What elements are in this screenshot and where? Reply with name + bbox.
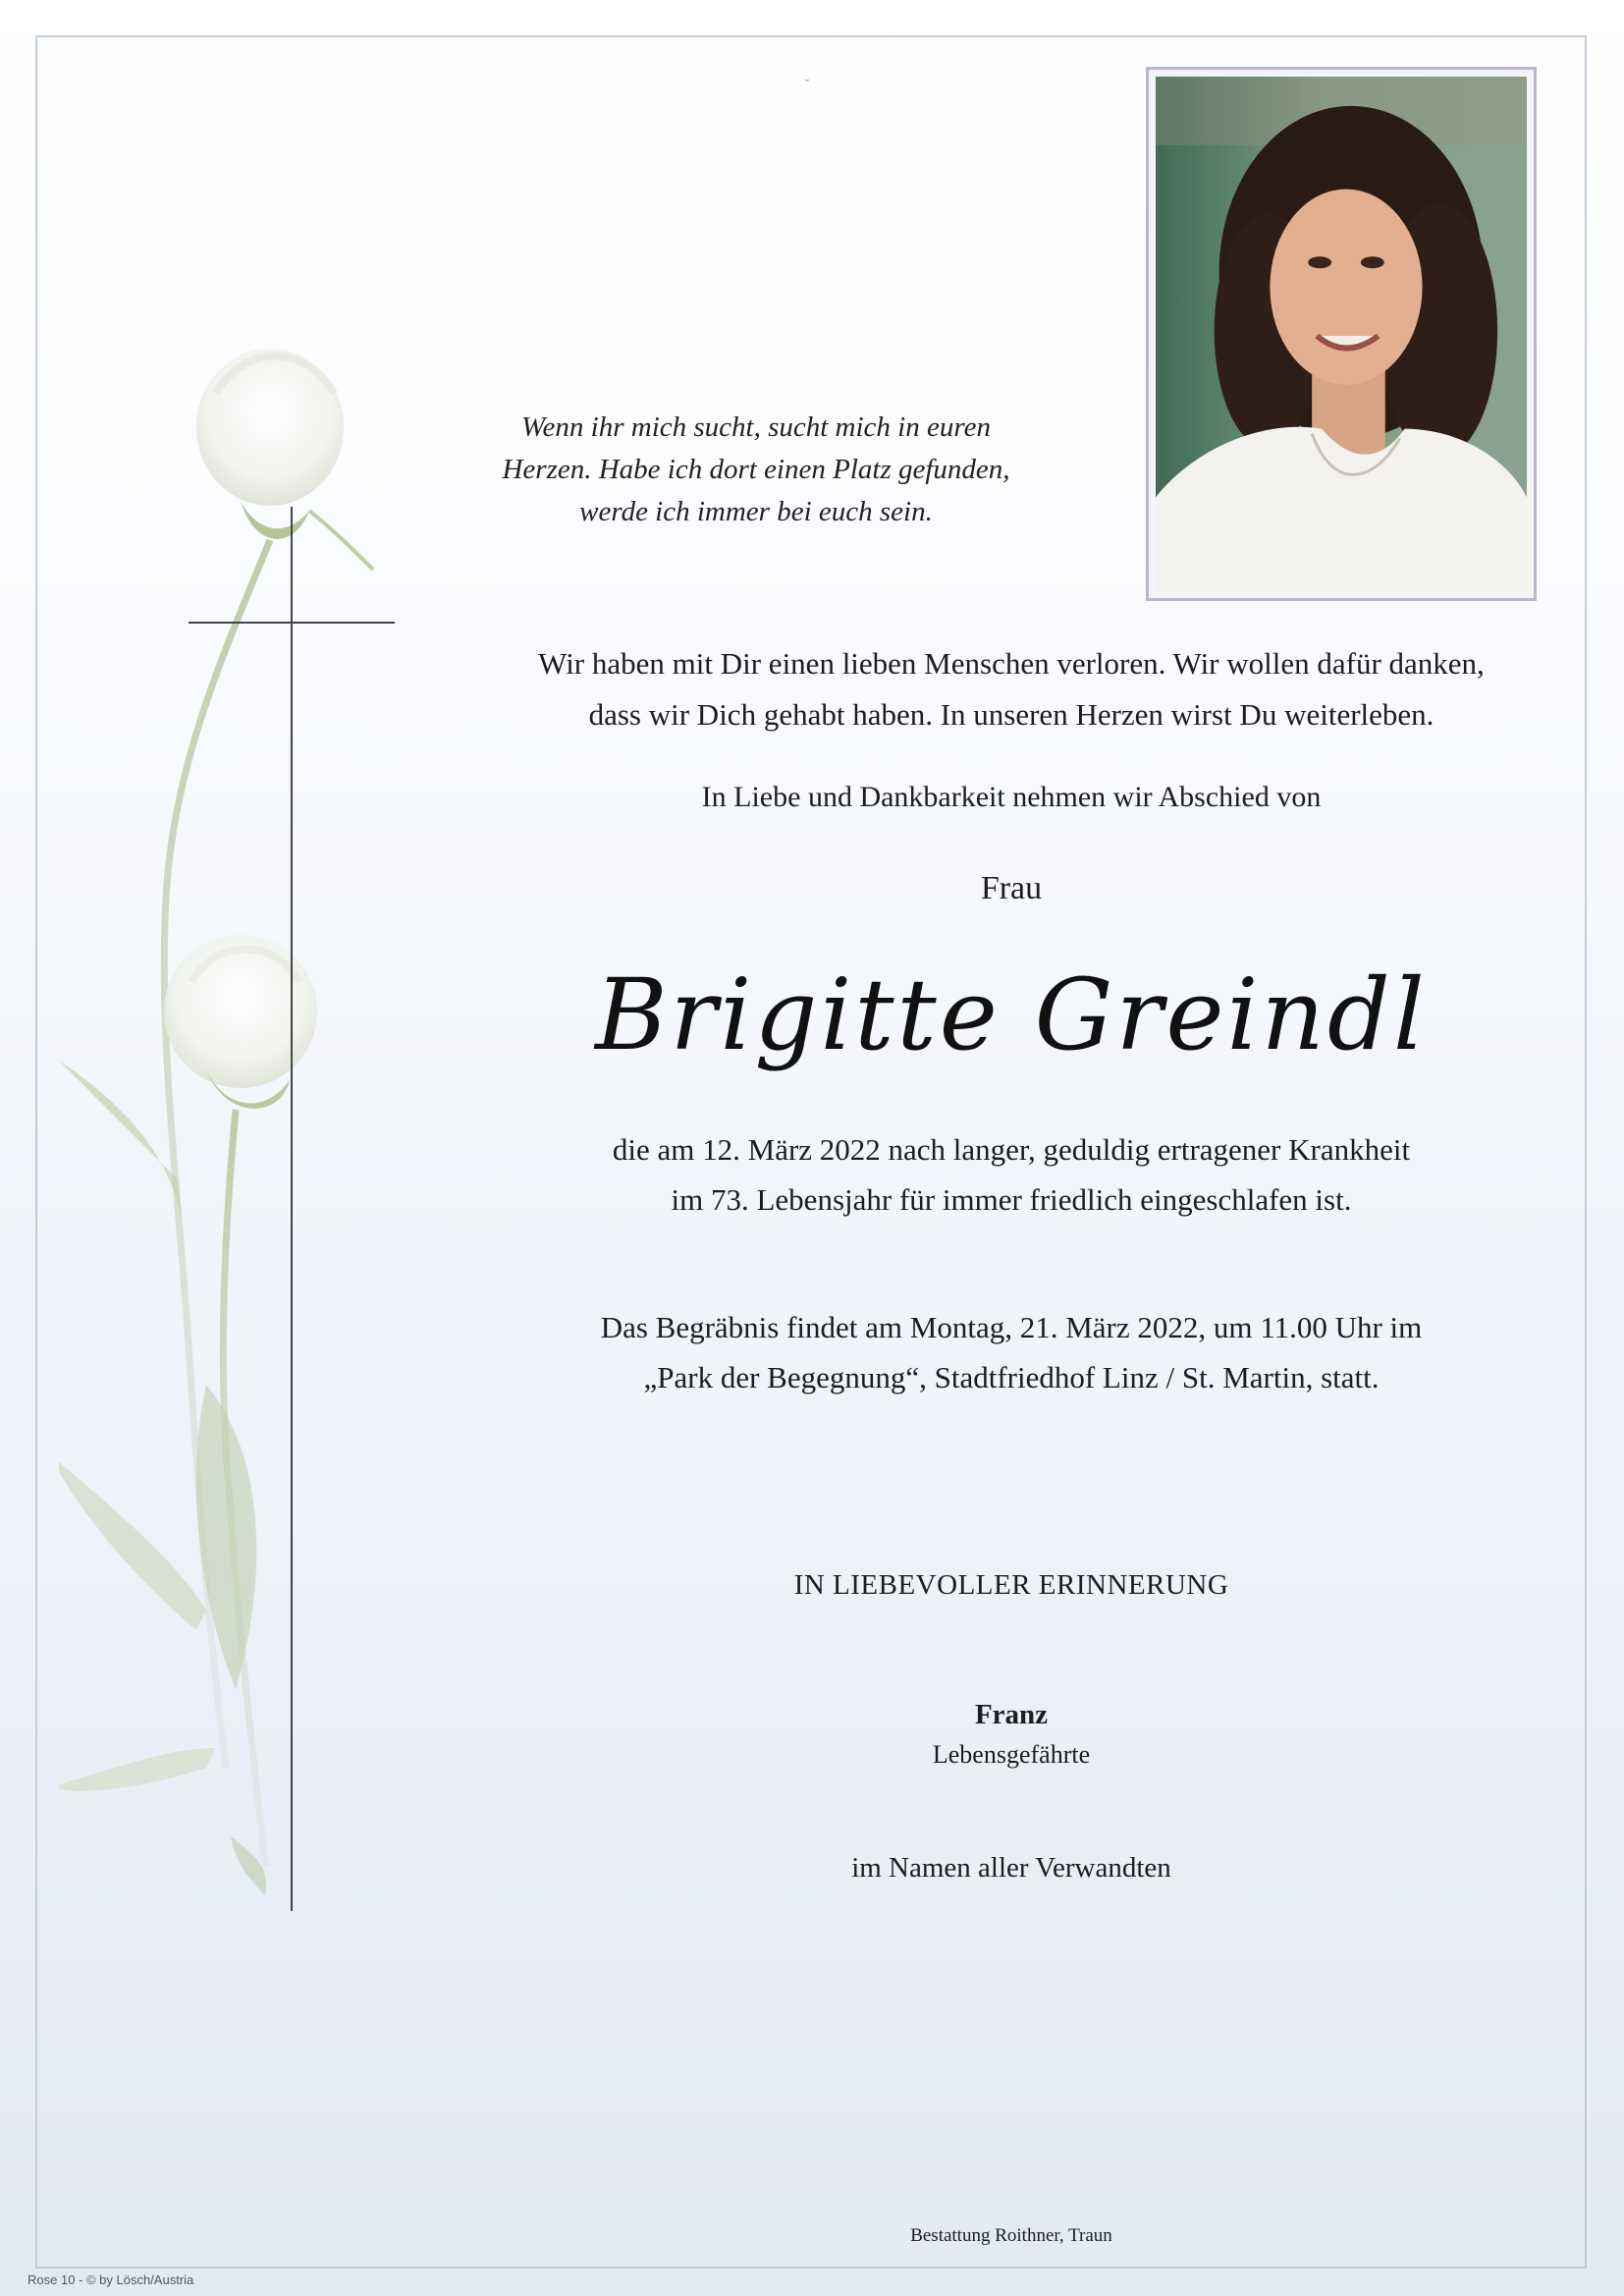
quote-line: Wenn ihr mich sucht, sucht mich in euren bbox=[521, 411, 991, 443]
white-roses-icon bbox=[59, 334, 471, 2102]
intro-line: Wir haben mit Dir einen lieben Menschen verloren. Wir wollen dafür danken, bbox=[538, 646, 1485, 681]
deceased-name: Brigitte Greindl bbox=[595, 957, 1428, 1072]
intro-line: dass wir Dich gehabt haben. In unseren Herzen wirst Du weiterleben. bbox=[588, 697, 1435, 732]
cross-beam bbox=[189, 622, 395, 624]
undertaker-credit: Bestattung Roithner, Traun bbox=[910, 2225, 1112, 2246]
memorial-quote bbox=[461, 407, 1051, 533]
cross-icon bbox=[291, 507, 293, 1911]
portrait-frame bbox=[1146, 67, 1537, 601]
quote-line: Herzen. Habe ich dort einen Platz gefunden, bbox=[502, 454, 1010, 485]
funeral-line: „Park der Begegnung“, Stadtfriedhof Linz / St. Martin, statt. bbox=[643, 1360, 1380, 1394]
quote-line: werde ich immer bei euch sein. bbox=[579, 496, 933, 527]
death-line: im 73. Lebensjahr für immer friedlich eingeschlafen ist. bbox=[671, 1182, 1352, 1217]
print-mark: ˘ bbox=[805, 77, 809, 90]
relatives-line: im Namen aller Verwandten bbox=[851, 1852, 1171, 1884]
farewell-line: In Liebe und Dankbarkeit nehmen wir Abschied von bbox=[701, 781, 1322, 813]
honorific: Frau bbox=[980, 870, 1043, 906]
portrait-photo-icon bbox=[1156, 77, 1527, 591]
mourner-role: Lebensgefährte bbox=[932, 1740, 1091, 1769]
intro-text bbox=[422, 638, 1600, 740]
funeral-info bbox=[422, 1302, 1600, 1402]
copyright-note: Rose 10 - © by Lösch/Austria bbox=[27, 2272, 194, 2287]
memory-heading: IN LIEBEVOLLER ERINNERUNG bbox=[793, 1569, 1229, 1601]
funeral-line: Das Begräbnis findet am Montag, 21. März 2022, um 11.00 Uhr im bbox=[600, 1310, 1423, 1344]
death-notice bbox=[422, 1124, 1600, 1225]
mourner-name: Franz bbox=[974, 1699, 1049, 1730]
death-line: die am 12. März 2022 nach langer, geduldig ertragener Krankheit bbox=[612, 1132, 1411, 1167]
